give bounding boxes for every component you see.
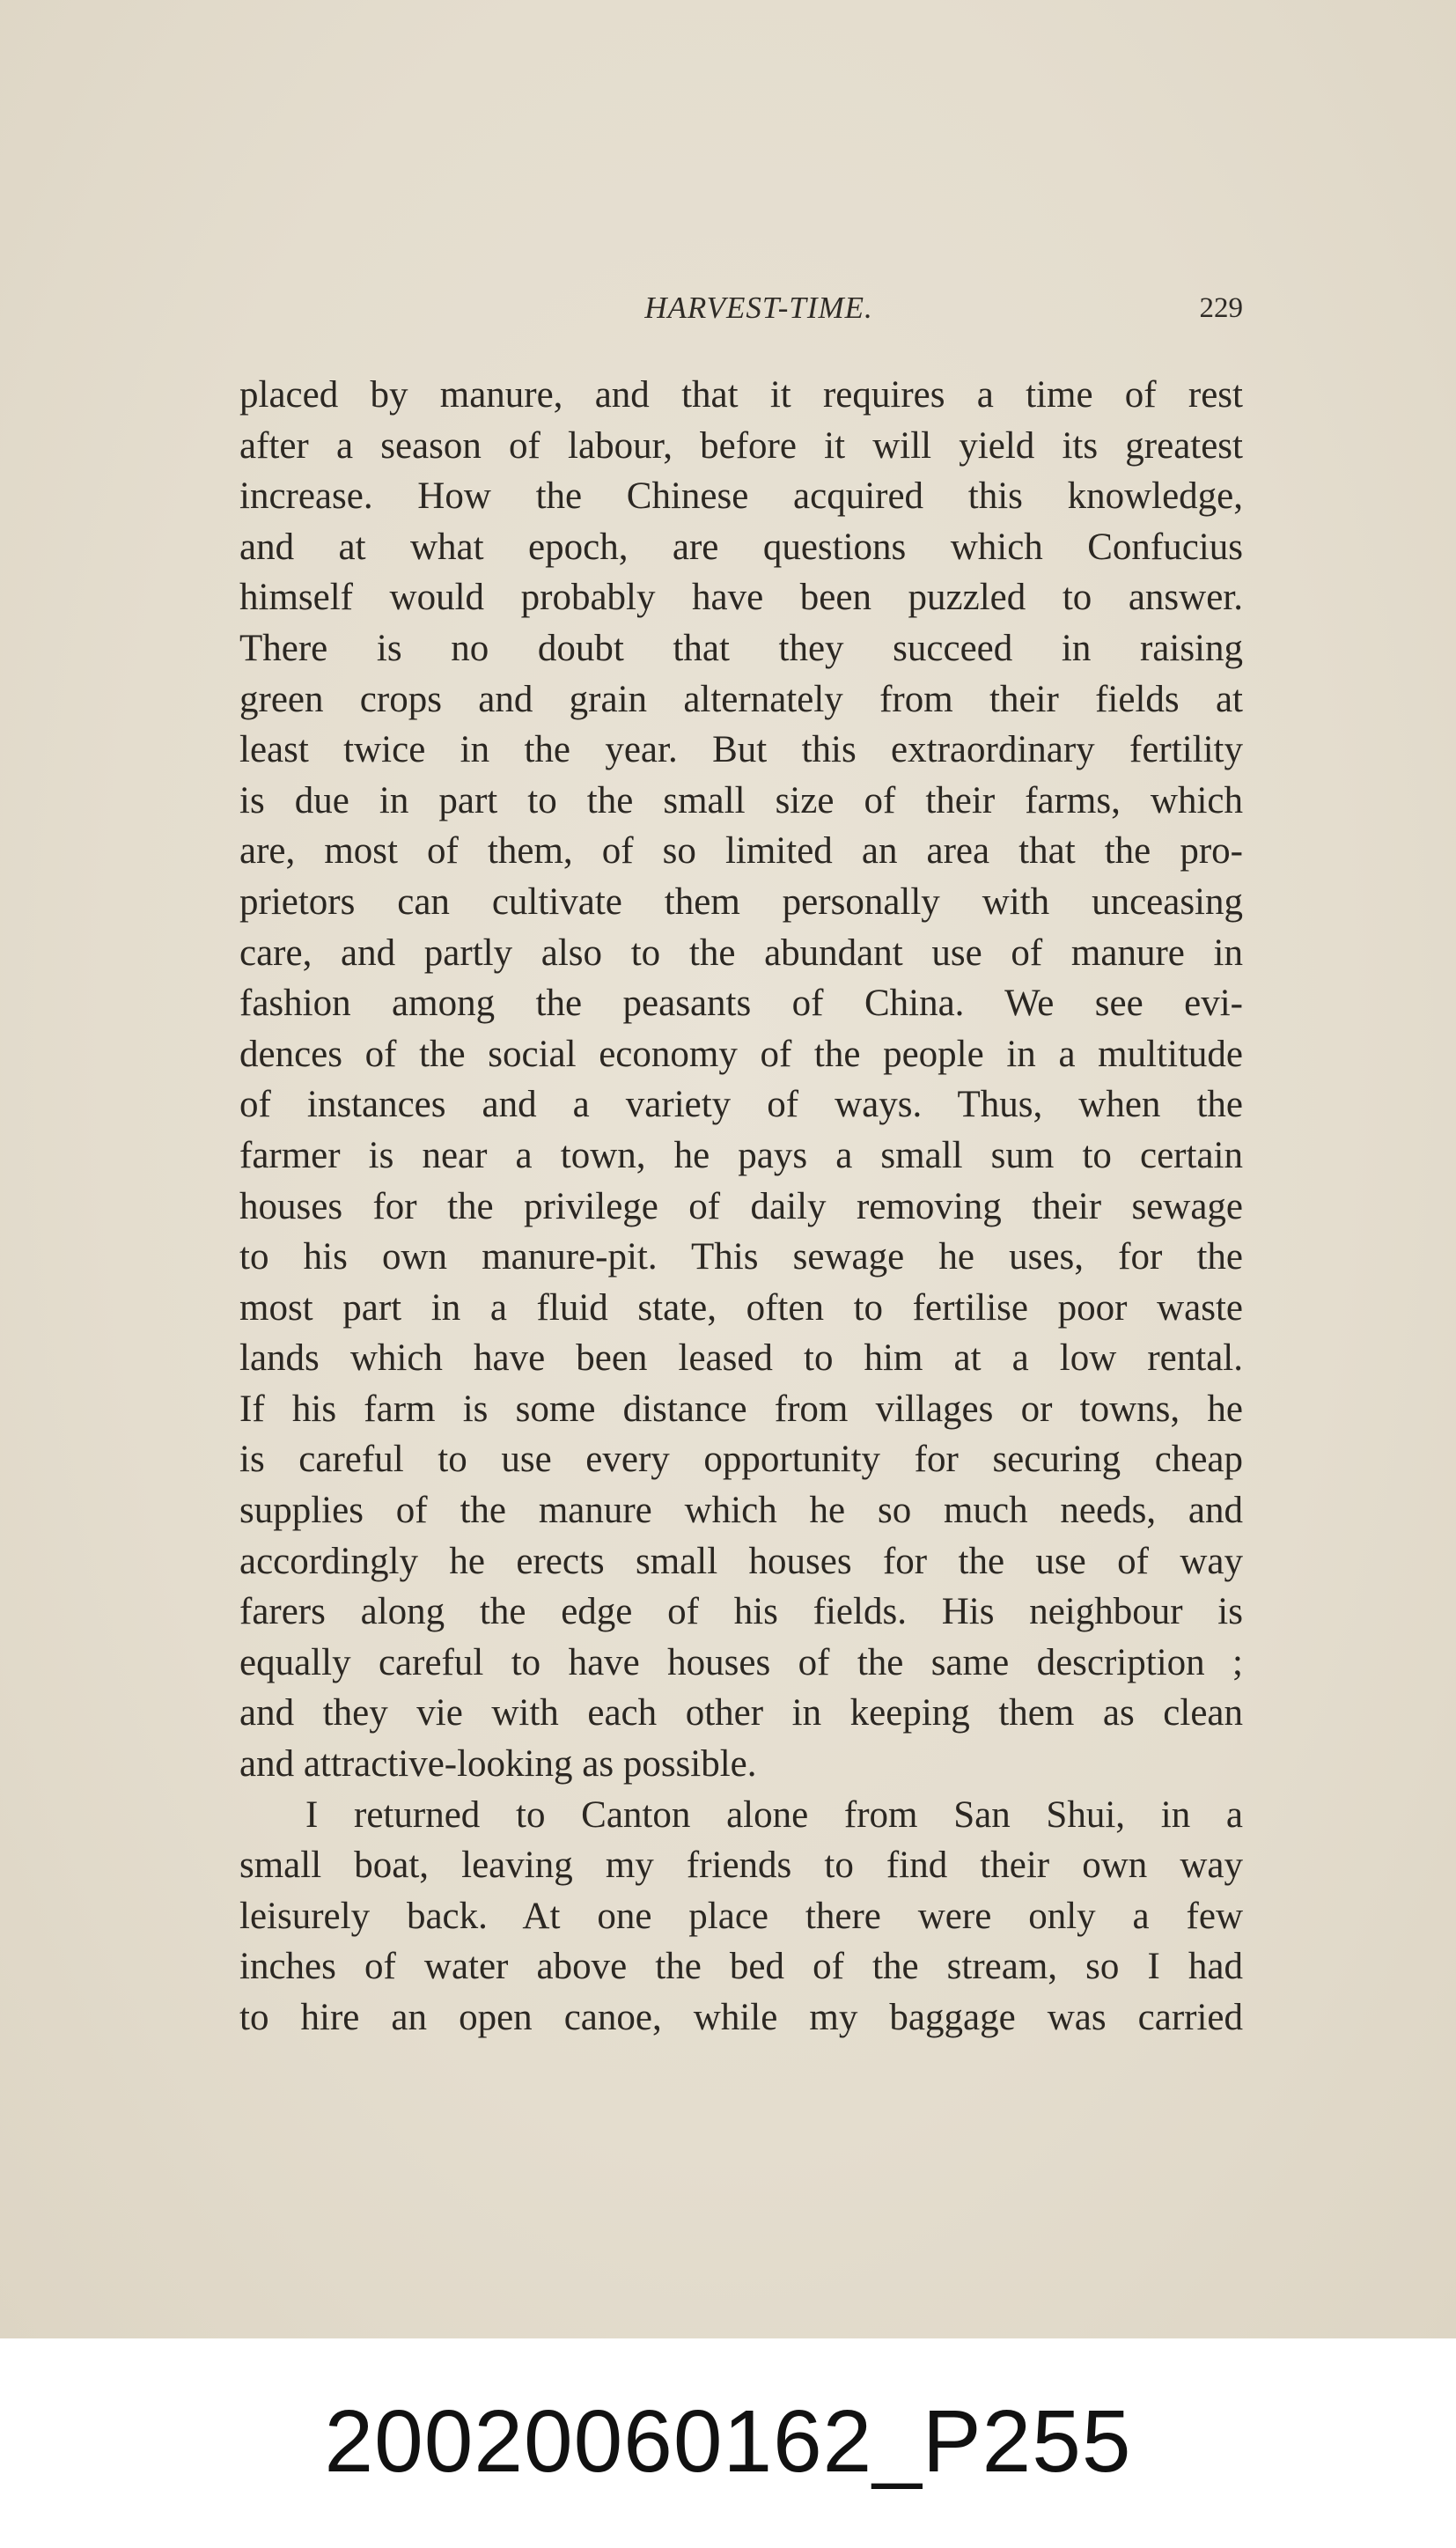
footer-band (0, 2338, 1456, 2548)
text-line: least twice in the year. But this extraordinary fertility (239, 729, 1243, 771)
text-line: accordingly he erects small houses for the use of way (239, 1540, 1243, 1582)
text-line: supplies of the manure which he so much needs, and (239, 1490, 1243, 1532)
text-line: and attractive-looking as possible. (239, 1743, 757, 1786)
text-line: I returned to Canton alone from San Shui, in a (305, 1793, 1243, 1836)
text-line: small boat, leaving my friends to find their own way (239, 1845, 1243, 1887)
text-line: farmer is near a town, he pays a small sum to certain (239, 1134, 1243, 1176)
text-line: inches of water above the bed of the stream, so I had (239, 1946, 1243, 1988)
text-line: There is no doubt that they succeed in raising (239, 627, 1243, 669)
text-line: care, and partly also to the abundant use of manure in (239, 932, 1243, 974)
text-line: dences of the social economy of the people in a multitude (239, 1033, 1243, 1075)
text-line: If his farm is some distance from villages or towns, he (239, 1388, 1243, 1430)
text-line: to hire an open canoe, while my baggage was carried (239, 1997, 1243, 2038)
text-line: green crops and grain alternately from their fields at (239, 678, 1243, 720)
scan-id-label: 20020060162_P255 (324, 2392, 1132, 2491)
text-line: after a season of labour, before it will yield its greatest (239, 424, 1243, 467)
text-line: farers along the edge of his fields. His neighbour is (239, 1591, 1243, 1633)
running-head (239, 291, 1243, 343)
text-line: is careful to use every opportunity for securing cheap (239, 1439, 1243, 1481)
text-line: of instances and a variety of ways. Thus, when the (239, 1084, 1243, 1126)
text-line: fashion among the peasants of China. We see evi- (239, 983, 1243, 1025)
text-line: placed by manure, and that it requires a time of rest (239, 374, 1243, 416)
text-line: leisurely back. At one place there were only a few (239, 1895, 1243, 1937)
paragraph-1 (239, 370, 1243, 1790)
page-number: 229 (1199, 292, 1243, 324)
running-title: HARVEST-TIME. (644, 291, 873, 325)
text-line: to his own manure-pit. This sewage he uses, for the (239, 1236, 1243, 1278)
text-line: are, most of them, of so limited an area that the pro- (239, 830, 1243, 873)
text-line: lands which have been leased to him at a low rental. (239, 1337, 1243, 1380)
body-text (239, 370, 1243, 2044)
text-line: himself would probably have been puzzled to answer. (239, 577, 1243, 619)
text-line: is due in part to the small size of their farms, which (239, 779, 1243, 821)
text-line: most part in a fluid state, often to fertilise poor waste (239, 1286, 1243, 1329)
text-line: and they vie with each other in keeping them as clean (239, 1692, 1243, 1734)
text-line: houses for the privilege of daily removing their sewage (239, 1185, 1243, 1227)
text-line: equally careful to have houses of the same description ; (239, 1641, 1243, 1683)
text-line: increase. How the Chinese acquired this knowledge, (239, 475, 1243, 518)
paragraph-2 (239, 1790, 1243, 2044)
text-line: prietors can cultivate them personally with unceasing (239, 880, 1243, 923)
text-line: and at what epoch, are questions which Confucius (239, 526, 1243, 568)
